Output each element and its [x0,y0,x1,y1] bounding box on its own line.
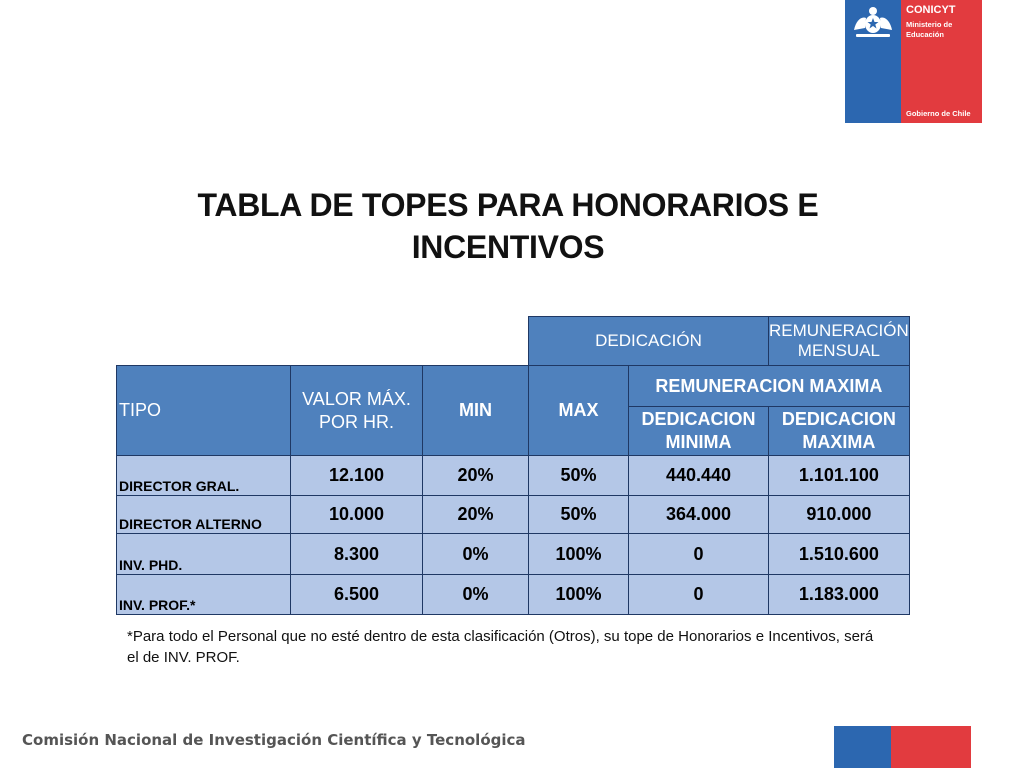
row-ded-max: 1.510.600 [769,534,910,575]
row-ded-min: 364.000 [629,496,769,534]
row-min: 20% [423,496,529,534]
row-min: 0% [423,575,529,615]
row-valor: 8.300 [291,534,423,575]
header-valor-max: VALOR MÁX. POR HR. [291,366,423,456]
row-valor: 10.000 [291,496,423,534]
row-valor: 12.100 [291,456,423,496]
row-tipo: INV. PHD. [117,534,291,575]
logo-red-band [901,0,982,123]
row-tipo: DIRECTOR GRAL. [117,456,291,496]
row-max: 50% [529,456,629,496]
row-max: 50% [529,496,629,534]
logo-blue-band [845,0,901,123]
footer-flag-red [891,726,971,768]
logo-ministry: Ministerio de Educación [906,20,953,39]
row-ded-max: 1.183.000 [769,575,910,615]
coat-of-arms-icon [850,4,896,40]
footer-flag-bar [834,726,971,768]
row-min: 0% [423,534,529,575]
footer-flag-blue [834,726,891,768]
header-remuneracion-maxima: REMUNERACION MAXIMA [629,366,910,407]
row-ded-max: 910.000 [769,496,910,534]
header-dedicacion-minima: DEDICACION MINIMA [629,407,769,456]
header-remuneracion-mensual: REMUNERACIÓN MENSUAL [769,317,910,366]
row-max: 100% [529,575,629,615]
table-row [117,575,910,615]
header-dedicacion: DEDICACIÓN [529,317,769,366]
row-ded-min: 0 [629,534,769,575]
footer-institution-name: Comisión Nacional de Investigación Científica y Tecnológica [22,731,526,749]
header-min: MIN [423,366,529,456]
row-tipo: DIRECTOR ALTERNO [117,496,291,534]
row-tipo: INV. PROF.* [117,575,291,615]
table-row [117,456,910,496]
header-dedicacion-maxima: DEDICACION MAXIMA [769,407,910,456]
row-valor: 6.500 [291,575,423,615]
footnote: *Para todo el Personal que no esté dentro de esta clasificación (Otros), su tope de Honorarios e Incentivos, será el de INV. PROF. [127,628,874,666]
blank-corner [117,317,529,366]
topes-table [116,316,910,615]
logo-name: CONICYT [906,4,956,16]
row-max: 100% [529,534,629,575]
page-title: TABLA DE TOPES PARA HONORARIOS E INCENTIVOS [197,187,819,265]
row-min: 20% [423,456,529,496]
table-row [117,534,910,575]
conicyt-logo [845,0,982,123]
header-tipo: TIPO [117,366,291,456]
header-max: MAX [529,366,629,456]
row-ded-min: 440.440 [629,456,769,496]
row-ded-max: 1.101.100 [769,456,910,496]
logo-government: Gobierno de Chile [906,109,971,118]
table-row [117,496,910,534]
row-ded-min: 0 [629,575,769,615]
